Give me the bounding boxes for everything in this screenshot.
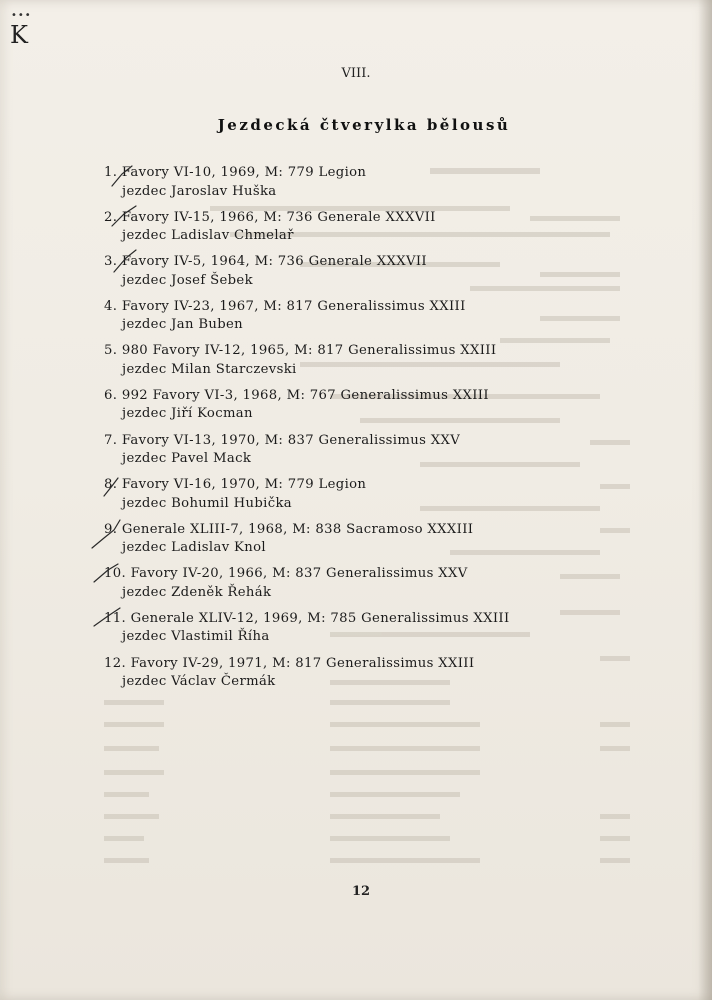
list-item [104, 610, 624, 655]
horse-line: 10. Favory IV-20, 1966, M: 837 Generalissimus XXV [104, 566, 468, 582]
rider-line: jezdec Ladislav Knol [122, 540, 266, 556]
horse-line: 9. Generale XLIII-7, 1968, M: 838 Sacramoso XXXIII [104, 521, 474, 537]
rider-line: jezdec Vlastimil Říha [122, 629, 270, 645]
horse-line: 11. Generale XLIV-12, 1969, M: 785 Generalissimus XXIII [104, 610, 510, 626]
rider-line: jezdec Josef Šebek [122, 272, 253, 288]
logo-dots: ••• [11, 10, 32, 21]
list-item [104, 342, 624, 387]
logo-letter: K [10, 21, 28, 49]
list-item [104, 432, 624, 477]
horse-line: 6. 992 Favory VI-3, 1968, M: 767 Generalissimus XXIII [104, 387, 489, 403]
horse-line: 4. Favory IV-23, 1967, M: 817 Generalissimus XXIII [104, 298, 466, 314]
rider-line: jezdec Václav Čermák [122, 674, 276, 690]
library-logo [7, 10, 37, 50]
rider-line: jezdec Ladislav Chmelař [122, 228, 294, 244]
rider-line: jezdec Jiří Kocman [122, 406, 253, 422]
horse-line: 5. 980 Favory IV-12, 1965, M: 817 Generalissimus XXIII [104, 343, 497, 359]
list-item [104, 476, 624, 521]
horse-line: 7. Favory VI-13, 1970, M: 837 Generalissimus XXV [104, 432, 461, 448]
horse-line: 8. Favory VI-16, 1970, M: 779 Legion [104, 477, 367, 493]
list-item [104, 253, 624, 298]
rider-line: jezdec Pavel Mack [122, 451, 252, 467]
horse-line: 3. Favory IV-5, 1964, M: 736 Generale XXXVII [104, 254, 427, 270]
rider-line: jezdec Zdeněk Řehák [122, 584, 272, 600]
list-item [104, 209, 624, 254]
horse-line: 2. Favory IV-15, 1966, M: 736 Generale XXXVII [104, 209, 436, 225]
rider-line: jezdec Jaroslav Huška [122, 183, 277, 199]
page-edge-shadow [698, 0, 712, 1000]
horse-line: 12. Favory IV-29, 1971, M: 817 Generalissimus XXIII [104, 655, 475, 671]
list-item [104, 387, 624, 432]
entry-list [104, 164, 624, 699]
page-title: Jezdecká čtverylka bělousů [217, 116, 511, 134]
list-item [104, 565, 624, 610]
section-number: VIII. [341, 66, 371, 81]
list-item [104, 164, 624, 209]
page-number: 12 [351, 884, 371, 899]
list-item [104, 521, 624, 566]
list-item [104, 298, 624, 343]
rider-line: jezdec Jan Buben [122, 317, 244, 333]
rider-line: jezdec Bohumil Hubička [122, 495, 293, 511]
rider-line: jezdec Milan Starczevski [122, 361, 297, 377]
horse-line: 1. Favory VI-10, 1969, M: 779 Legion [104, 165, 367, 180]
list-item [104, 655, 624, 700]
